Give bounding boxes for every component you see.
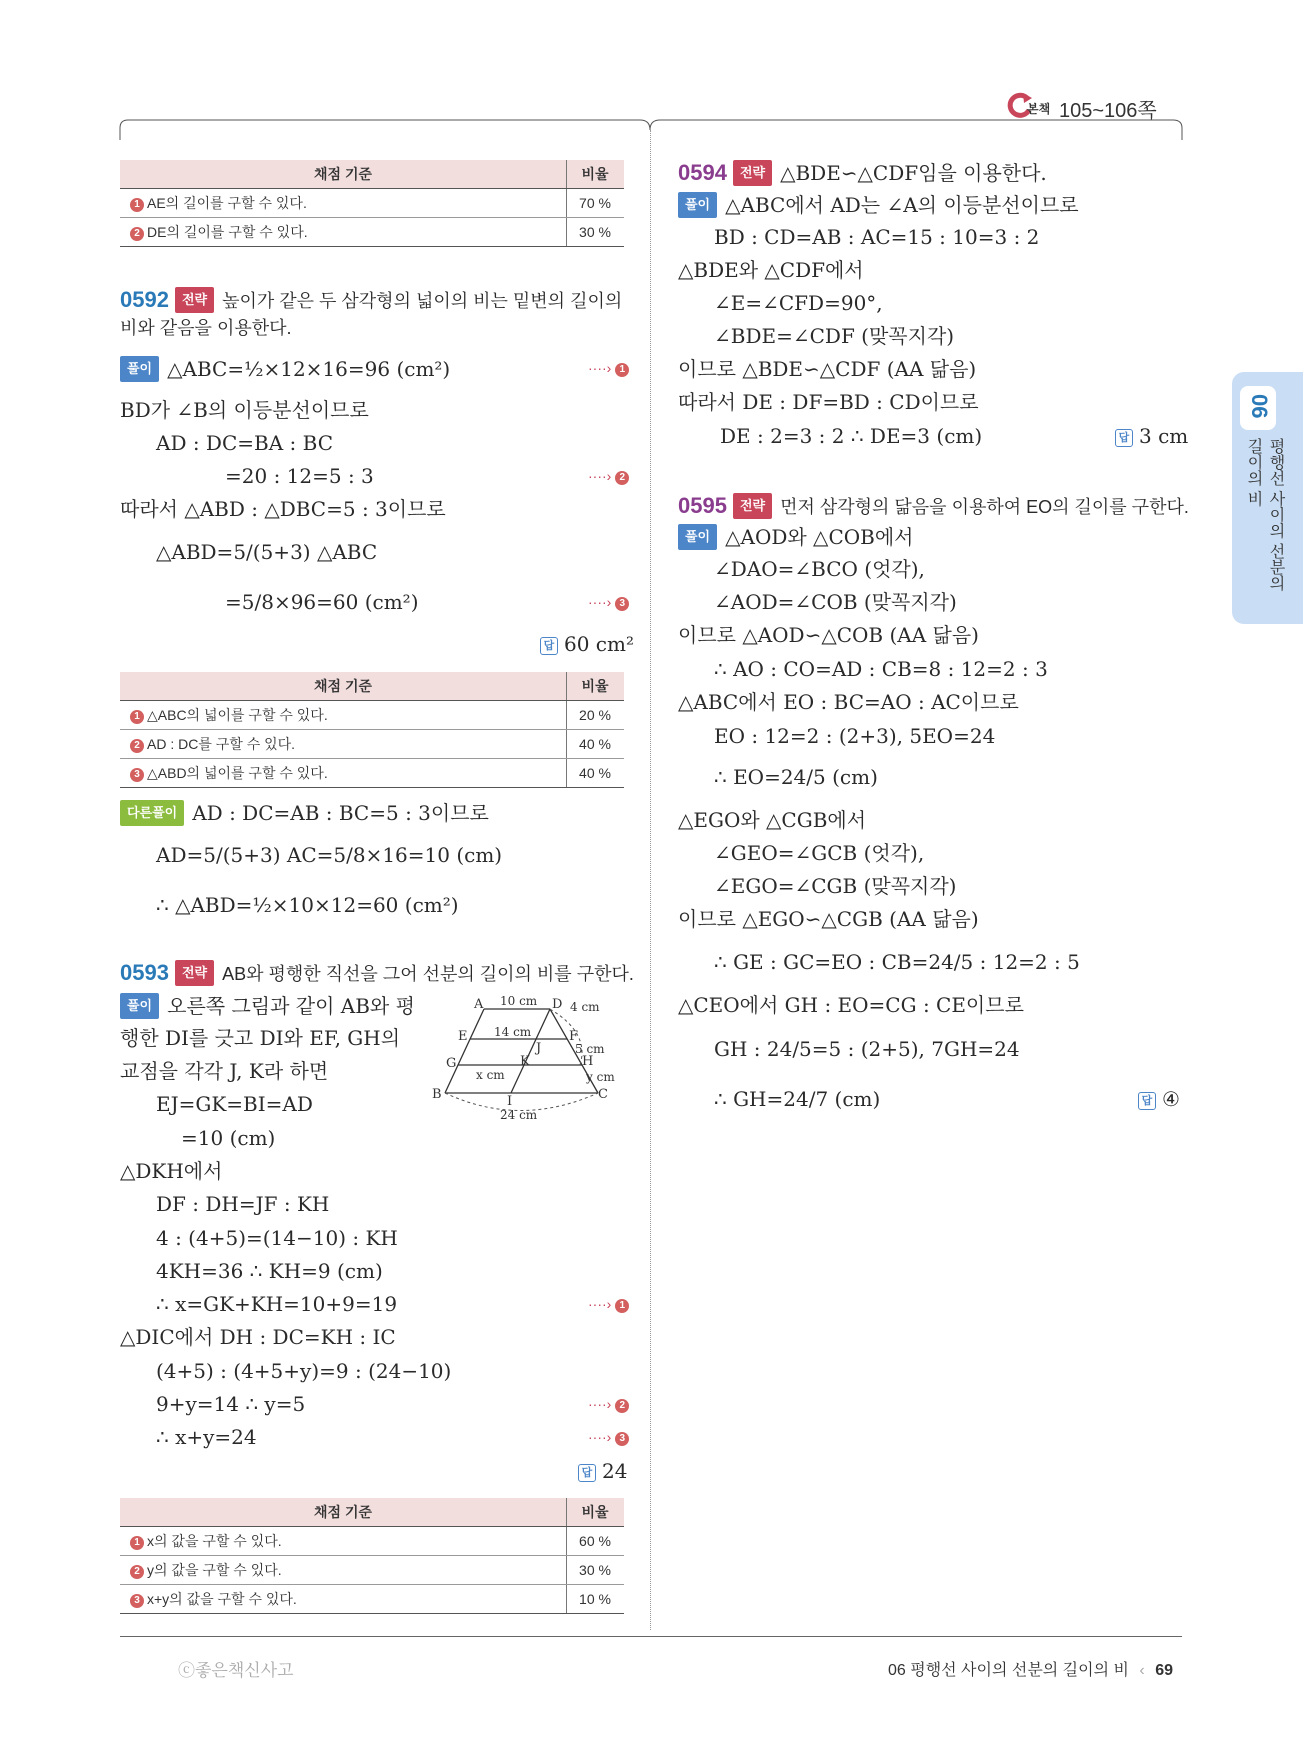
solution-line: △BDE와 △CDF에서	[678, 258, 864, 282]
solution-tag: 풀이	[120, 356, 159, 382]
solution-line: ∠EGO=∠CGB (맞꼭지각)	[714, 874, 957, 898]
solution-line: ∴ x+y=24	[156, 1425, 257, 1449]
chapter-title-line2: 길이의 비	[1245, 438, 1262, 507]
strategy-tag: 전략	[175, 960, 214, 986]
solution-line: ∴ GH=24/7 (cm)	[714, 1087, 881, 1111]
solution-line: EJ=GK=BI=AD	[156, 1092, 313, 1116]
chapter-number: 06	[1240, 386, 1276, 430]
figure-label: B	[432, 1087, 442, 1102]
solution-line: 4KH=36 ∴ KH=9 (cm)	[156, 1259, 383, 1283]
solution-line: 이므로 △AOD∽△COB (AA 닮음)	[678, 623, 979, 647]
table-row: 2 AD : DC를 구할 수 있다. 40 %	[120, 730, 624, 759]
table-row: 1 △ABC의 넓이를 구할 수 있다. 20 %	[120, 701, 624, 730]
figure-label: K	[520, 1054, 530, 1069]
solution-line: △DKH에서	[120, 1159, 223, 1183]
step-marker-1: ····› 1	[588, 360, 632, 377]
criteria-text: AE의 길이를 구할 수 있다.	[147, 195, 307, 211]
alt-solution-line: 다른풀이 AD : DC=AB : BC=5 : 3이므로	[120, 800, 489, 826]
solution-line: =10 (cm)	[181, 1126, 276, 1150]
step-marker-2: ····› 2	[588, 468, 632, 485]
trapezoid-figure	[430, 993, 630, 1128]
solution-line: 행한 DI를 긋고 DI와 EF, GH의	[120, 1026, 401, 1050]
problem-0592-heading	[120, 287, 622, 313]
step-marker: 2	[130, 227, 144, 241]
problem-number: 0593	[120, 960, 169, 985]
solution-line: 풀이 △ABC=½×12×16=96 (cm²)	[120, 356, 450, 382]
solution-line: 이므로 △EGO∽△CGB (AA 닮음)	[678, 907, 979, 931]
strategy-text: 높이가 같은 두 삼각형의 넓이의 비는 밑변의 길이의	[222, 291, 623, 311]
problem-number: 0594	[678, 160, 727, 185]
scoring-table-0591	[120, 160, 624, 247]
strategy-text-cont: 비와 같음을 이용한다.	[120, 318, 292, 338]
answer-icon: 답	[540, 637, 558, 655]
solution-line: ∴ x=GK+KH=10+9=19	[156, 1292, 398, 1316]
figure-measure: 24 cm	[500, 1108, 538, 1122]
strategy-text: △BDE∽△CDF임을 이용한다.	[780, 161, 1047, 185]
solution-line: ∴ AO : CO=AD : CB=8 : 12=2 : 3	[714, 657, 1048, 681]
chapter-side-tab	[1232, 372, 1303, 624]
solution-line: 9+y=14 ∴ y=5	[156, 1392, 306, 1416]
solution-line: ∠GEO=∠GCB (엇각),	[714, 841, 925, 865]
answer-0595: 답 ④	[1138, 1087, 1180, 1111]
solution-line: 따라서 △ABD : △DBC=5 : 3이므로	[120, 497, 446, 521]
table-row: 3 x+y의 값을 구할 수 있다. 10 %	[120, 1585, 624, 1614]
step-marker-3: ····› 3	[588, 594, 632, 611]
figure-measure: x cm	[476, 1068, 505, 1082]
solution-line: AD : DC=BA : BC	[156, 431, 333, 455]
problem-number: 0595	[678, 493, 727, 518]
solution-line: 풀이 오른쪽 그림과 같이 AB와 평	[120, 993, 415, 1019]
page-number: 69	[1155, 1662, 1173, 1679]
ratio-header: 비율	[567, 160, 625, 189]
figure-label: I	[507, 1094, 513, 1109]
solution-line: ∴ EO=24/5 (cm)	[714, 765, 878, 789]
figure-label: G	[446, 1056, 457, 1071]
strategy-tag: 전략	[733, 160, 772, 186]
figure-label: F	[569, 1029, 579, 1044]
answer-0592: 답 60 cm²	[540, 632, 634, 656]
problem-number: 0592	[120, 287, 169, 312]
ratio-value: 30 %	[567, 218, 625, 247]
strategy-text: AB와 평행한 직선을 그어 선분의 길이의 비를 구한다.	[222, 964, 634, 984]
solution-line: =5/8×96=60 (cm²)	[225, 590, 419, 614]
step-marker: 1	[130, 198, 144, 212]
problem-0594-heading	[678, 160, 1047, 186]
footer-chapter	[888, 1657, 1173, 1680]
figure-measure: 14 cm	[494, 1025, 532, 1039]
chapter-title-line1: 평행선 사이의 선분의	[1267, 438, 1284, 591]
solution-line: DF : DH=JF : KH	[156, 1192, 330, 1216]
solution-line: ∠E=∠CFD=90°,	[714, 291, 883, 315]
solution-line: △DIC에서 DH : DC=KH : IC	[120, 1325, 396, 1349]
figure-label: J	[536, 1041, 542, 1056]
book-label: 본책	[1027, 102, 1051, 116]
strategy-tag: 전략	[175, 287, 214, 313]
answer-0593: 답 24	[578, 1459, 627, 1483]
alt-solution-line: ∴ △ABD=½×10×12=60 (cm²)	[156, 893, 459, 917]
solution-line: △ABD=5/(5+3) △ABC	[156, 540, 378, 564]
strategy-text: 먼저 삼각형의 닮음을 이용하여 EO의 길이를 구한다.	[780, 497, 1189, 517]
solution-line: =20 : 12=5 : 3	[225, 464, 374, 488]
solution-line: (4+5) : (4+5+y)=9 : (24−10)	[156, 1359, 452, 1383]
table-row	[120, 218, 624, 247]
solution-line: 풀이 △AOD와 △COB에서	[678, 524, 913, 550]
solution-line: GH : 24/5=5 : (2+5), 7GH=24	[714, 1037, 1020, 1061]
solution-line: 교점을 각각 J, K라 하면	[120, 1059, 329, 1083]
strategy-tag: 전략	[733, 493, 772, 519]
solution-line: 4 : (4+5)=(14−10) : KH	[156, 1226, 398, 1250]
solution-line: EO : 12=2 : (2+3), 5EO=24	[714, 724, 996, 748]
table-row: 2 y의 값을 구할 수 있다. 30 %	[120, 1556, 624, 1585]
table-row: 3 △ABD의 넓이를 구할 수 있다. 40 %	[120, 759, 624, 788]
solution-line: △CEO에서 GH : EO=CG : CE이므로	[678, 993, 1024, 1017]
figure-label: A	[474, 997, 484, 1012]
figure-measure: y cm	[586, 1070, 615, 1084]
solution-line: 이므로 △BDE∽△CDF (AA 닮음)	[678, 357, 977, 381]
column-divider	[650, 130, 651, 1630]
solution-line: △EGO와 △CGB에서	[678, 808, 867, 832]
step-marker-1: ····› 1	[588, 1296, 632, 1313]
solution-line: 따라서 DE : DF=BD : CD이므로	[678, 390, 979, 414]
header-rule	[0, 0, 1303, 140]
criteria-text: DE의 길이를 구할 수 있다.	[147, 224, 308, 240]
solution-line: ∠BDE=∠CDF (맞꼭지각)	[714, 324, 955, 348]
criteria-header: 채점 기준	[120, 160, 567, 189]
problem-0593-heading	[120, 960, 634, 986]
other-solution-tag: 다른풀이	[120, 800, 184, 826]
solution-line: BD가 ∠B의 이등분선이므로	[120, 398, 369, 422]
table-row	[120, 189, 624, 218]
footer-rule	[120, 1636, 1182, 1637]
solution-line: DE : 2=3 : 2 ∴ DE=3 (cm)	[720, 424, 983, 448]
figure-label: E	[458, 1029, 468, 1044]
scoring-table-0593	[120, 1498, 624, 1614]
solution-line: △ABC에서 EO : BC=AO : AC이므로	[678, 690, 1019, 714]
table-header-row: 채점 기준 비율	[120, 672, 624, 701]
footer-chapter-title: 06 평행선 사이의 선분의 길이의 비	[888, 1662, 1129, 1679]
step-marker-2: ····› 2	[588, 1396, 632, 1413]
figure-label: C	[598, 1087, 608, 1102]
solution-line: BD : CD=AB : AC=15 : 10=3 : 2	[714, 225, 1040, 249]
alt-solution-line: AD=5/(5+3) AC=5/8×16=10 (cm)	[156, 843, 503, 867]
solution-line: ∴ GE : GC=EO : CB=24/5 : 12=2 : 5	[714, 950, 1080, 974]
figure-measure: 10 cm	[500, 994, 538, 1008]
chevron-left-icon: ‹	[1139, 1662, 1145, 1679]
table-header-row: 채점 기준 비율	[120, 1498, 624, 1527]
solution-line: 풀이 △ABC에서 AD는 ∠A의 이등분선이므로	[678, 192, 1079, 218]
scoring-table-0592	[120, 672, 624, 788]
solution-line: ∠AOD=∠COB (맞꼭지각)	[714, 590, 957, 614]
step-marker-3: ····› 3	[588, 1429, 632, 1446]
table-row: 1 x의 값을 구할 수 있다. 60 %	[120, 1527, 624, 1556]
figure-measure: 5 cm	[575, 1042, 605, 1056]
page-range: 105~106쪽	[1059, 100, 1157, 122]
answer-0594: 답 3 cm	[1115, 424, 1188, 448]
solution-line: ∠DAO=∠BCO (엇각),	[714, 557, 925, 581]
ratio-value: 70 %	[567, 189, 625, 218]
figure-label: D	[552, 997, 563, 1012]
table-header-row	[120, 160, 624, 189]
problem-0595-heading	[678, 493, 1189, 519]
publisher-mark: ⓒ좋은책신사고	[178, 1661, 294, 1680]
figure-label: H	[582, 1054, 594, 1069]
figure-measure: 4 cm	[570, 1000, 600, 1014]
